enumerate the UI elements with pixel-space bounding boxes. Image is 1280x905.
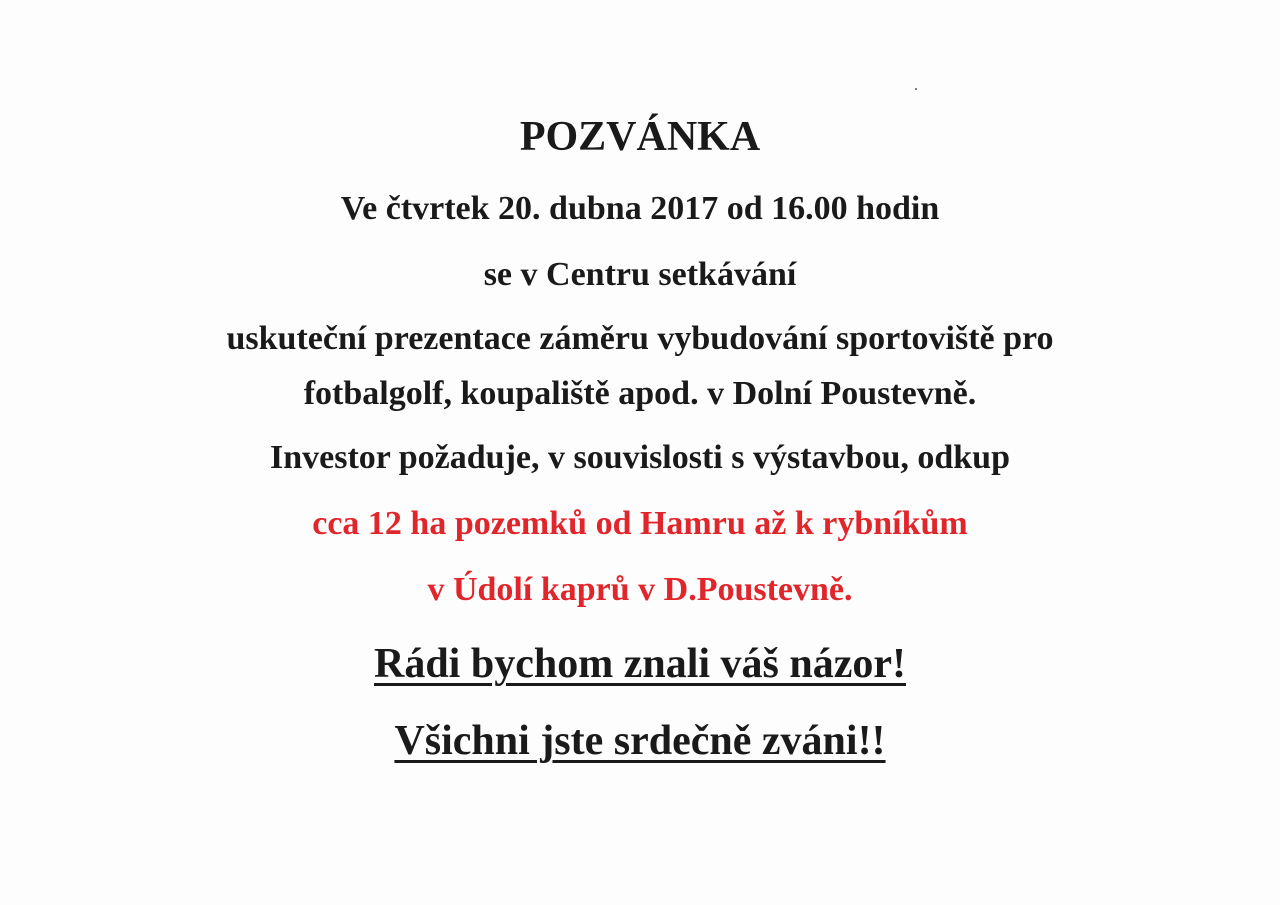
- description-line-2: fotbalgolf, koupaliště apod. v Dolní Poustevně.: [303, 375, 977, 412]
- welcome-line: [0, 720, 1280, 762]
- opinion-line: [0, 643, 1280, 685]
- land-area-highlight-1: cca 12 ha pozemků od Hamru až k rybníkům: [312, 505, 968, 542]
- opinion-text: Rádi bychom znali váš názor!: [373, 641, 906, 687]
- scan-speck: [915, 88, 917, 90]
- invitation-title: POZVÁNKA: [519, 114, 761, 160]
- investor-line: Investor požaduje, v souvislosti s výstavbou, odkup: [270, 439, 1010, 476]
- venue-line: se v Centru setkávání: [483, 256, 797, 293]
- description-line-1: uskuteční prezentace záměru vybudování sportoviště pro: [226, 320, 1054, 357]
- welcome-text: Všichni jste srdečně zváni!!: [394, 718, 886, 764]
- land-area-highlight-2: v Údolí kaprů v D.Poustevně.: [427, 571, 853, 608]
- date-time-line: Ve čtvrtek 20. dubna 2017 od 16.00 hodin: [340, 190, 940, 227]
